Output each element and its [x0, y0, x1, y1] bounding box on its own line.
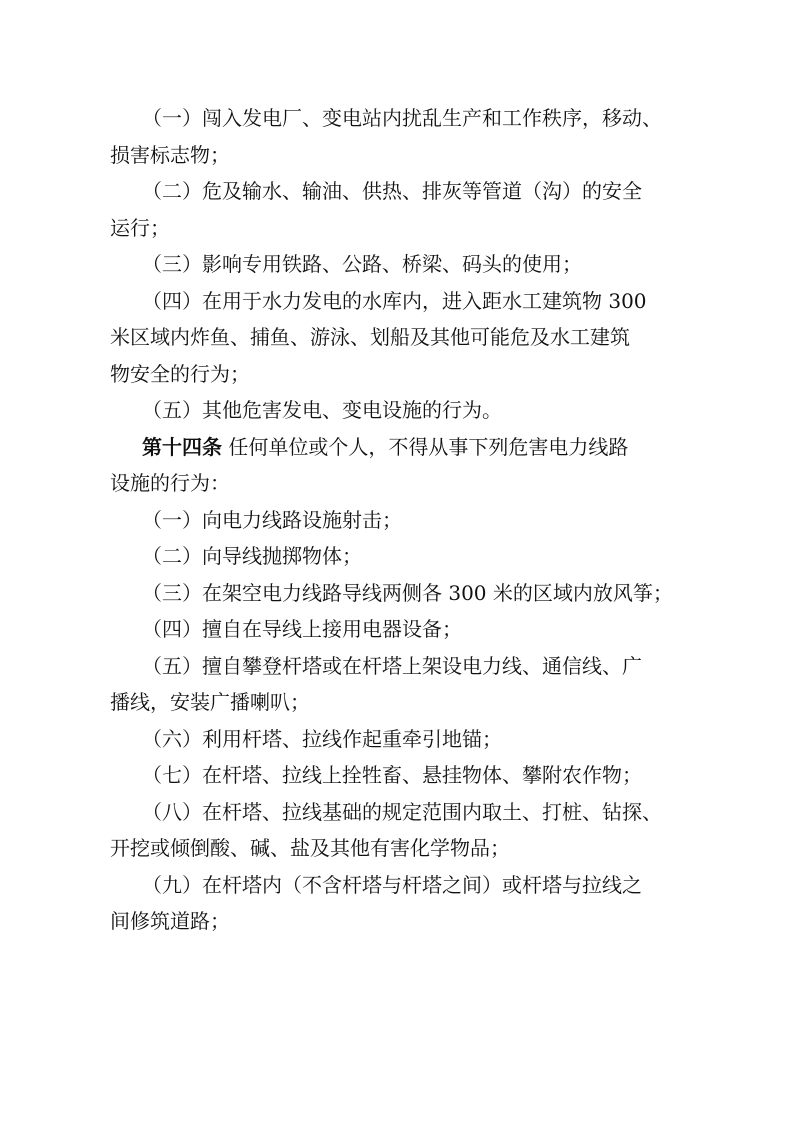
- paragraph-line: （二）向导线抛掷物体；: [142, 544, 362, 568]
- paragraph-line: 米区域内炸鱼、捕鱼、游泳、划船及其他可能危及水工建筑: [110, 325, 630, 349]
- paragraph-line: 间修筑道路；: [110, 909, 230, 933]
- paragraph-line: 播线，安装广播喇叭；: [110, 690, 310, 714]
- paragraph-line: （四）擅自在导线上接用电器设备；: [142, 617, 462, 641]
- paragraph-line: （九）在杆塔内（不含杆塔与杆塔之间）或杆塔与拉线之: [142, 872, 642, 897]
- paragraph-line: （一）向电力线路设施射击；: [142, 507, 402, 532]
- paragraph-line: （七）在杆塔、拉线上拴牲畜、悬挂物体、攀附农作物；: [142, 763, 642, 787]
- article-line: [110, 429, 685, 466]
- article-heading: 第十四条: [142, 434, 222, 459]
- document-body: [110, 100, 685, 940]
- paragraph-line: （三）影响专用铁路、公路、桥梁、码头的使用；: [142, 252, 582, 276]
- article-text: 任何单位或个人，不得从事下列危害电力线路: [228, 434, 629, 459]
- paragraph-line: （五）擅自攀登杆塔或在杆塔上架设电力线、通信线、广: [142, 653, 642, 678]
- paragraph-line: （五）其他危害发电、变电设施的行为。: [142, 398, 502, 422]
- paragraph-line: （三）在架空电力线路导线两侧各 300 米的区域内放风筝；: [142, 580, 673, 605]
- paragraph-line: 开挖或倾倒酸、碱、盐及其他有害化学物品；: [110, 836, 510, 860]
- paragraph-line: （六）利用杆塔、拉线作起重牵引地锚；: [142, 726, 502, 751]
- paragraph-line: （二）危及输水、输油、供热、排灰等管道（沟）的安全: [142, 179, 642, 203]
- paragraph-line: （四）在用于水力发电的水库内，进入距水工建筑物 300: [142, 288, 647, 313]
- paragraph-line: 物安全的行为；: [110, 361, 250, 386]
- paragraph-line: （八）在杆塔、拉线基础的规定范围内取土、打桩、钻探、: [142, 799, 662, 824]
- paragraph-line: 设施的行为：: [110, 471, 230, 495]
- paragraph-line: 损害标志物；: [110, 142, 230, 167]
- paragraph-line: （一）闯入发电厂、变电站内扰乱生产和工作秩序，移动、: [142, 106, 662, 130]
- paragraph-line: 运行；: [110, 215, 170, 240]
